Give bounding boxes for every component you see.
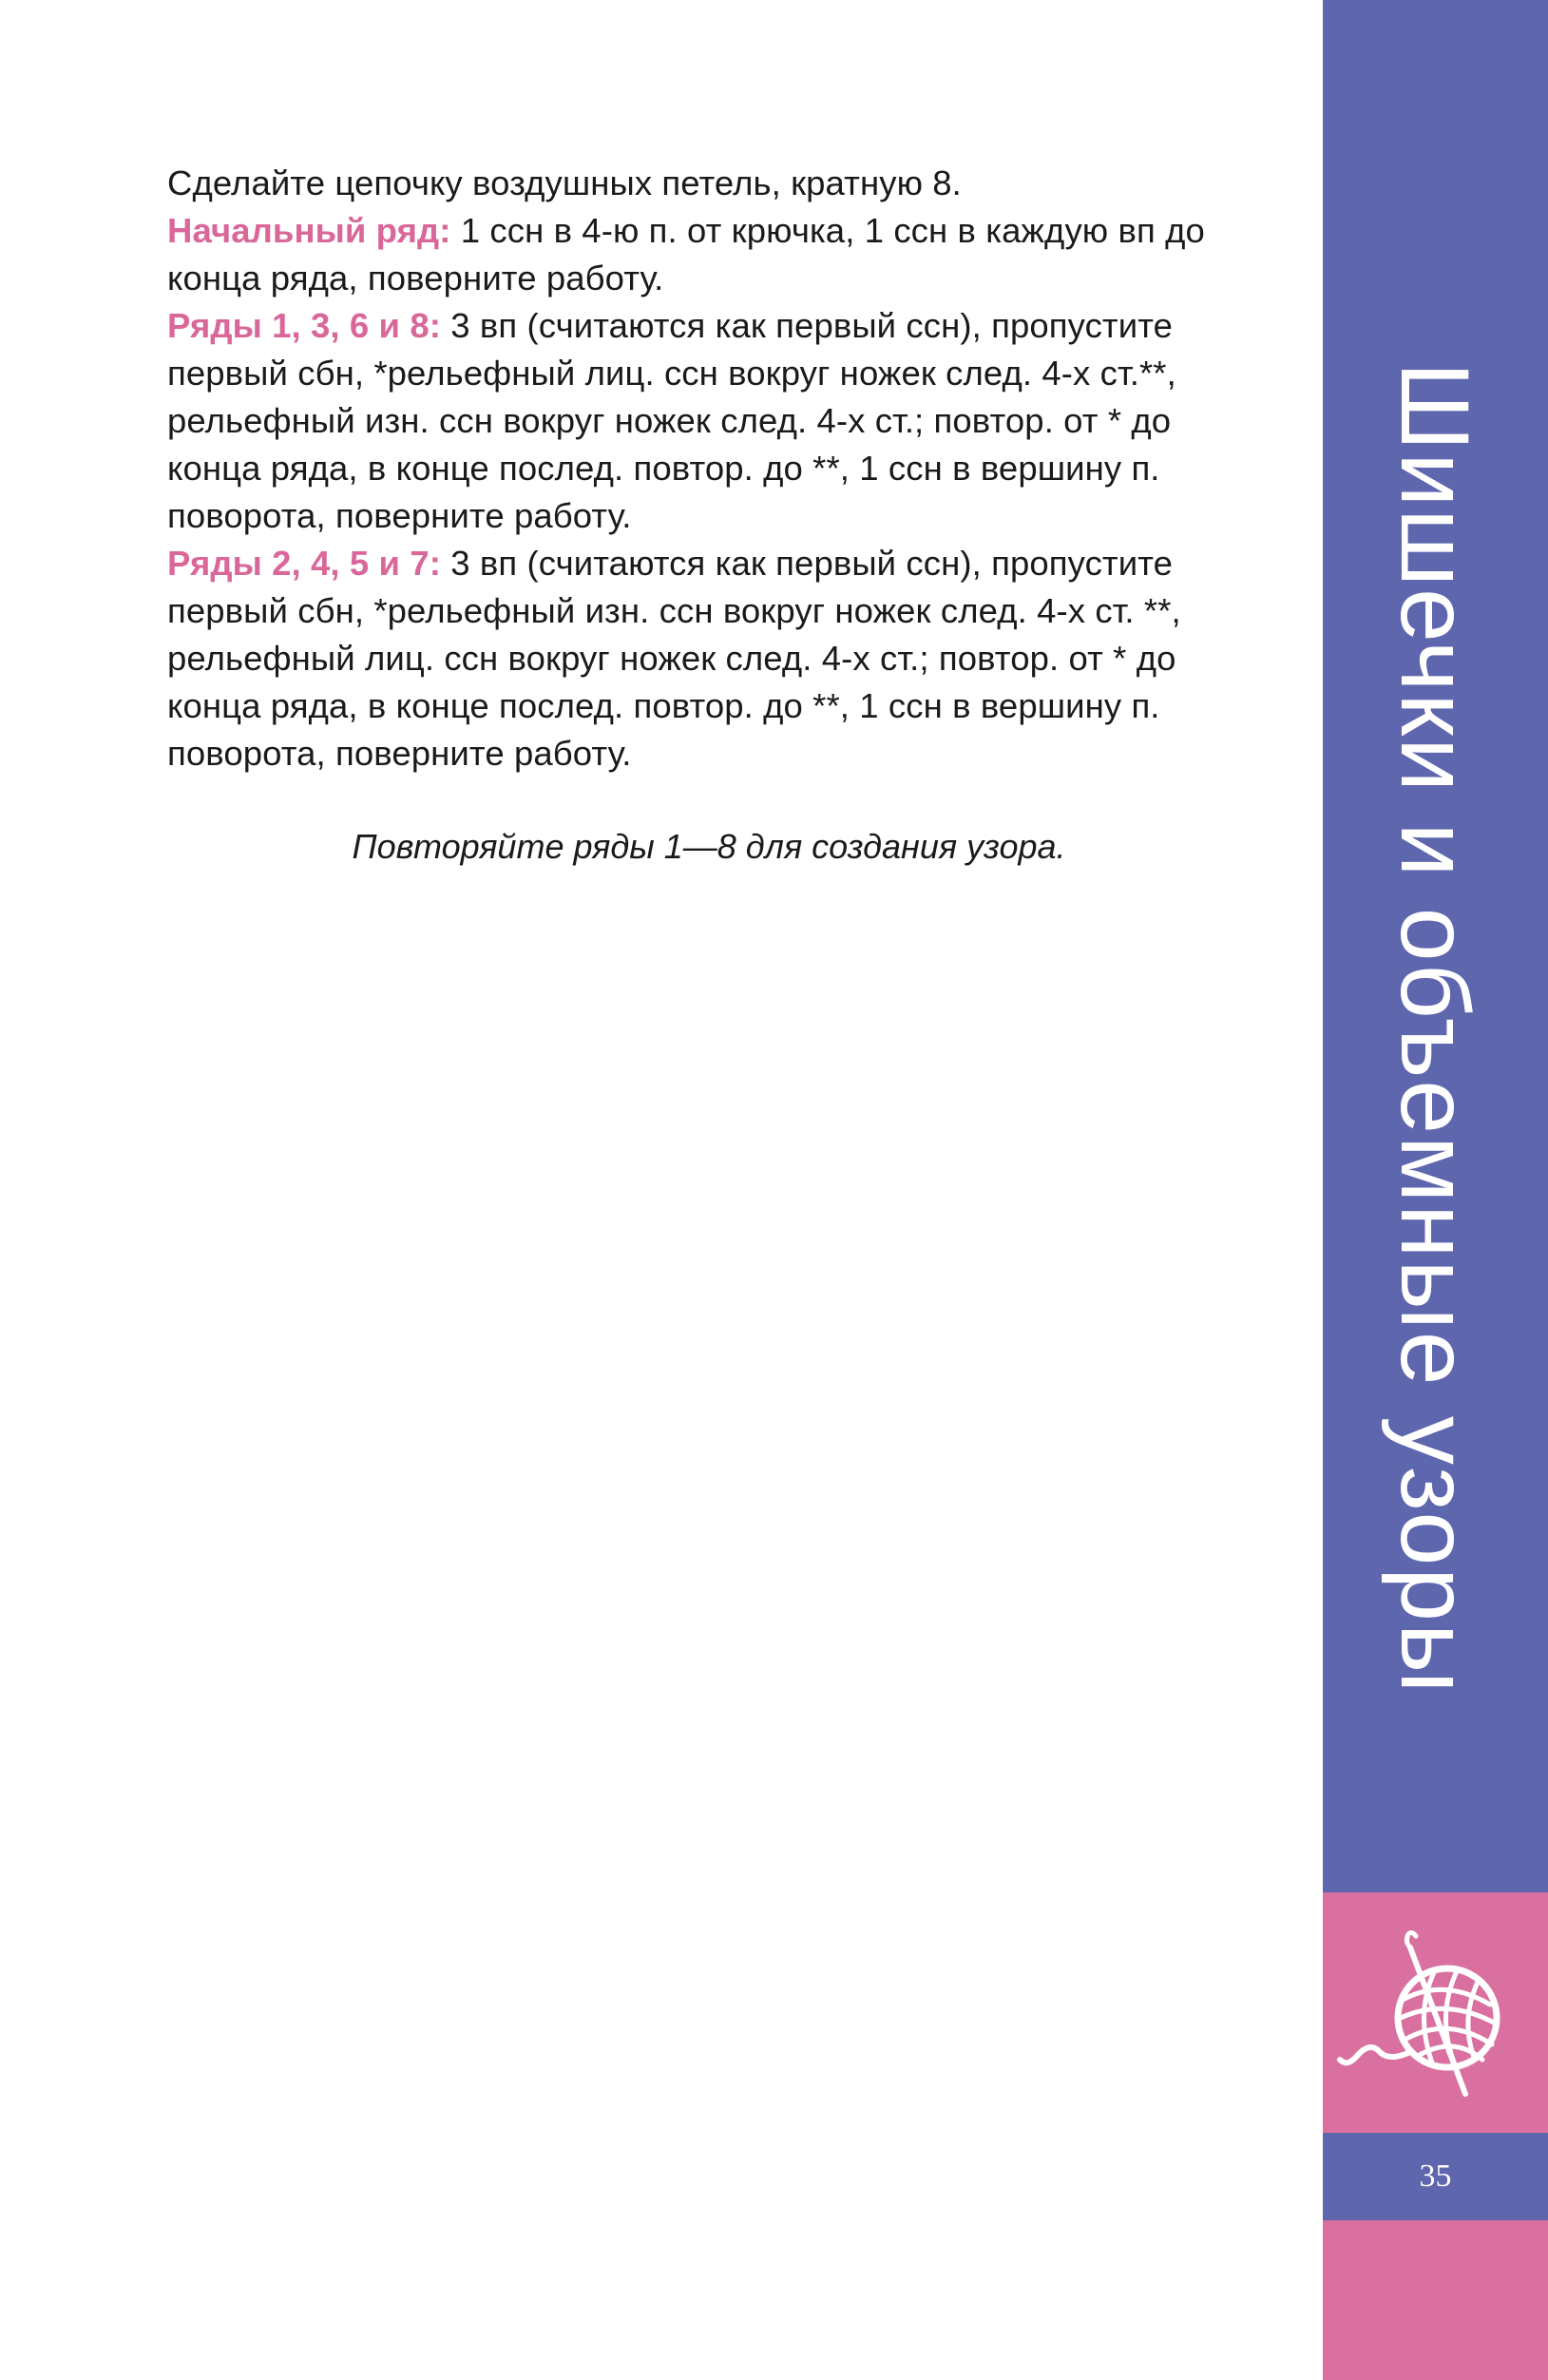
row-text: 3 вп (считаются как первый ссн), пропустите первый сбн, *рельефный изн. ссн вокруг ножек след. 4-х ст. **, рельефный лиц. ссн вокруг ножек след. 4-х ст.; повтор. от * до конца ряда, в конце послед. повтор. до **, 1 ссн в вершину п. поворота, поверните работу. <box>167 544 1181 773</box>
row-instruction <box>167 540 1270 777</box>
intro-text: Сделайте цепочку воздушных петель, кратную 8. <box>167 163 962 202</box>
repeat-note: Повторяйте ряды 1—8 для создания узора. <box>352 827 1066 866</box>
row-label: Ряды 1, 3, 6 и 8: <box>167 306 441 345</box>
row-text: 3 вп (считаются как первый ссн), пропустите первый сбн, *рельефный лиц. ссн вокруг ножек след. 4-х ст.**, рельефный изн. ссн вокруг ножек след. 4-х ст.; повтор. от * до конца ряда, в конце послед. повтор. до **, 1 ссн в вершину п. поворота, поверните работу. <box>167 306 1176 535</box>
sidebar-title-band <box>1323 0 1548 1892</box>
row-instruction <box>167 302 1270 540</box>
row-label: Ряды 2, 4, 5 и 7: <box>167 544 441 583</box>
section-title-text: Шишечки и объемные узоры <box>1381 361 1489 1696</box>
section-title <box>1323 0 1548 1892</box>
yarn-ball-crochet-hook-icon <box>1323 1892 1548 2133</box>
sidebar-page-band <box>1323 2133 1548 2220</box>
row-text: 1 ссн в 4-ю п. от крючка, 1 ссн в каждую вп до конца ряда, поверните работу. <box>167 211 1205 298</box>
row-instruction <box>167 207 1270 302</box>
page-number: 35 <box>1419 2159 1452 2194</box>
pattern-instructions <box>167 160 1270 777</box>
sidebar-logo-band <box>1323 1892 1548 2133</box>
sidebar-footer-band <box>1323 2220 1548 2380</box>
row-label: Начальный ряд: <box>167 211 451 250</box>
chapter-sidebar <box>1323 0 1548 2380</box>
